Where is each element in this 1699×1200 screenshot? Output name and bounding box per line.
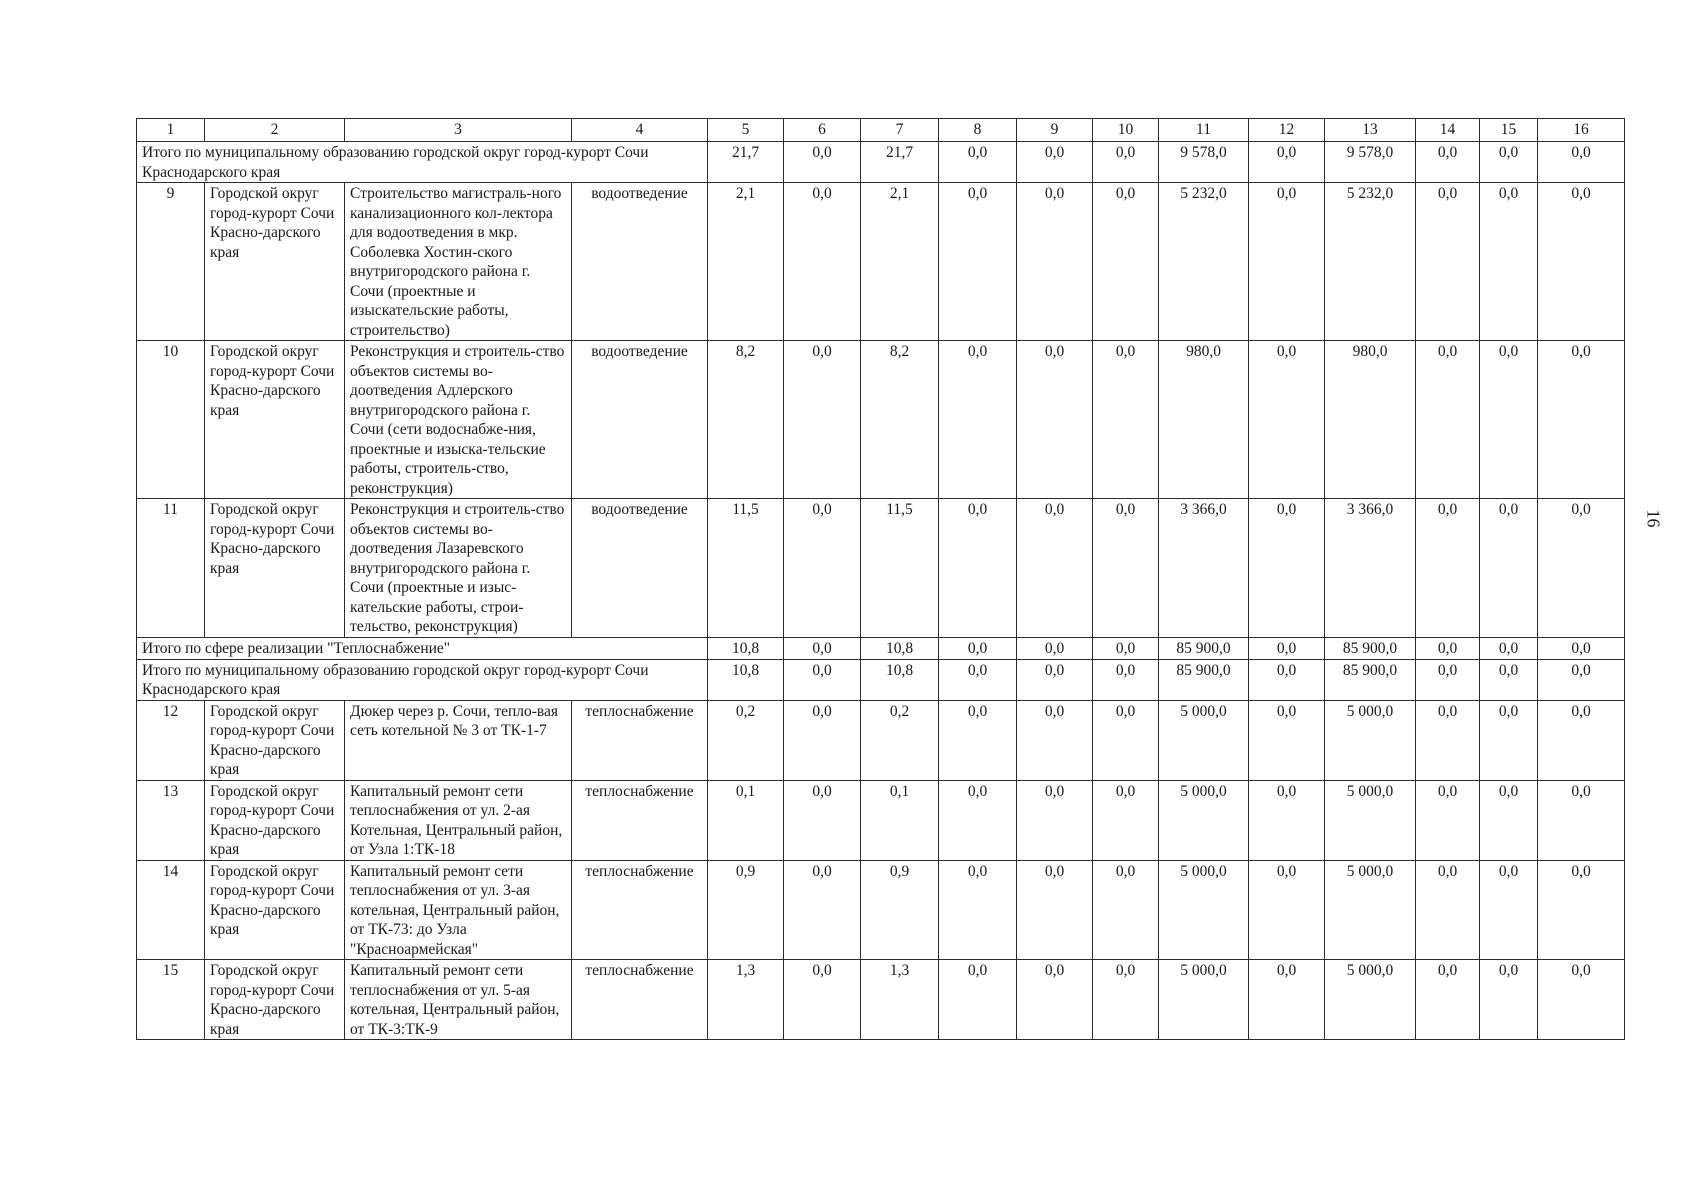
summary-value-cell: 0,0 [939, 637, 1017, 659]
sphere-cell: водоотведение [572, 183, 708, 341]
value-cell: 11,5 [708, 499, 784, 638]
summary-value-cell: 0,0 [1017, 637, 1093, 659]
column-number-cell: 8 [939, 119, 1017, 142]
value-cell: 0,0 [1480, 341, 1538, 499]
value-cell: 0,0 [1093, 341, 1159, 499]
value-cell: 0,0 [1480, 780, 1538, 860]
summary-value-cell: 0,0 [1249, 659, 1325, 700]
value-cell: 0,0 [1249, 960, 1325, 1040]
municipality-cell: Городской округ город-курорт Сочи Красно-дарского края [205, 183, 345, 341]
summary-value-cell: 0,0 [784, 142, 861, 183]
municipality-cell: Городской округ город-курорт Сочи Красно-дарского края [205, 700, 345, 780]
column-number-cell: 15 [1480, 119, 1538, 142]
table-body [137, 119, 1625, 1040]
summary-value-cell: 0,0 [1480, 142, 1538, 183]
summary-value-cell: 0,0 [1249, 142, 1325, 183]
value-cell: 0,1 [861, 780, 939, 860]
value-cell: 980,0 [1159, 341, 1249, 499]
value-cell: 0,0 [1416, 780, 1480, 860]
table-row [137, 860, 1625, 960]
value-cell: 0,0 [939, 780, 1017, 860]
value-cell: 3 366,0 [1159, 499, 1249, 638]
summary-row [137, 637, 1625, 659]
summary-value-cell: 0,0 [1093, 142, 1159, 183]
value-cell: 0,0 [939, 960, 1017, 1040]
value-cell: 2,1 [708, 183, 784, 341]
column-number-cell: 12 [1249, 119, 1325, 142]
value-cell: 0,0 [784, 341, 861, 499]
sphere-cell: водоотведение [572, 341, 708, 499]
sphere-cell: водоотведение [572, 499, 708, 638]
project-name-cell: Капитальный ремонт сети теплоснабжения от ул. 5-ая котельная, Центральный район, от ТК-3:ТК-9 [345, 960, 572, 1040]
investment-program-table [136, 118, 1625, 1040]
value-cell: 0,0 [1017, 183, 1093, 341]
summary-value-cell: 85 900,0 [1325, 659, 1416, 700]
row-number-cell: 12 [137, 700, 205, 780]
value-cell: 0,0 [1416, 499, 1480, 638]
project-name-cell: Строительство магистраль-ного канализационного кол-лектора для водоотведения в мкр. Соболевка Хостин-ского внутригородского района г. Сочи (проектные и изыскательские работы, строительство) [345, 183, 572, 341]
value-cell: 0,0 [1249, 700, 1325, 780]
summary-value-cell: 10,8 [861, 659, 939, 700]
value-cell: 2,1 [861, 183, 939, 341]
sphere-cell: теплоснабжение [572, 960, 708, 1040]
value-cell: 0,0 [784, 499, 861, 638]
value-cell: 8,2 [861, 341, 939, 499]
value-cell: 5 000,0 [1159, 700, 1249, 780]
summary-value-cell: 85 900,0 [1159, 659, 1249, 700]
value-cell: 0,2 [861, 700, 939, 780]
value-cell: 0,0 [1538, 341, 1625, 499]
value-cell: 0,0 [1249, 780, 1325, 860]
value-cell: 0,0 [939, 700, 1017, 780]
summary-value-cell: 21,7 [708, 142, 784, 183]
column-number-cell: 16 [1538, 119, 1625, 142]
summary-value-cell: 0,0 [1416, 659, 1480, 700]
summary-value-cell: 0,0 [1480, 659, 1538, 700]
value-cell: 0,0 [939, 341, 1017, 499]
table-row [137, 960, 1625, 1040]
page-number: 16 [1643, 509, 1664, 528]
value-cell: 0,0 [1017, 341, 1093, 499]
value-cell: 0,0 [1538, 183, 1625, 341]
municipality-cell: Городской округ город-курорт Сочи Красно-дарского края [205, 960, 345, 1040]
value-cell: 0,0 [1093, 960, 1159, 1040]
row-number-cell: 11 [137, 499, 205, 638]
value-cell: 0,0 [1093, 183, 1159, 341]
column-number-header-row [137, 119, 1625, 142]
summary-value-cell: 0,0 [1017, 659, 1093, 700]
municipality-cell: Городской округ город-курорт Сочи Красно-дарского края [205, 341, 345, 499]
summary-value-cell: 0,0 [1480, 637, 1538, 659]
row-number-cell: 15 [137, 960, 205, 1040]
value-cell: 5 232,0 [1159, 183, 1249, 341]
sphere-cell: теплоснабжение [572, 780, 708, 860]
summary-value-cell: 0,0 [1093, 659, 1159, 700]
value-cell: 0,0 [1538, 860, 1625, 960]
value-cell: 0,0 [1480, 183, 1538, 341]
table-row [137, 183, 1625, 341]
summary-value-cell: 9 578,0 [1325, 142, 1416, 183]
summary-value-cell: 0,0 [1249, 637, 1325, 659]
sphere-cell: теплоснабжение [572, 860, 708, 960]
value-cell: 0,0 [1249, 499, 1325, 638]
value-cell: 0,0 [1093, 499, 1159, 638]
municipality-cell: Городской округ город-курорт Сочи Красно-дарского края [205, 780, 345, 860]
value-cell: 0,0 [1017, 960, 1093, 1040]
column-number-cell: 13 [1325, 119, 1416, 142]
table-row [137, 341, 1625, 499]
value-cell: 3 366,0 [1325, 499, 1416, 638]
value-cell: 0,9 [708, 860, 784, 960]
value-cell: 0,0 [1480, 960, 1538, 1040]
summary-value-cell: 0,0 [1538, 142, 1625, 183]
project-name-cell: Капитальный ремонт сети теплоснабжения от ул. 3-ая котельная, Центральный район, от ТК-73: до Узла "Красноармейская" [345, 860, 572, 960]
summary-label: Итого по муниципальному образованию городской округ город-курорт Сочи Краснодарского края [137, 142, 708, 183]
value-cell: 0,0 [1480, 860, 1538, 960]
value-cell: 0,0 [1017, 860, 1093, 960]
value-cell: 5 000,0 [1325, 860, 1416, 960]
summary-row [137, 659, 1625, 700]
value-cell: 0,0 [1538, 780, 1625, 860]
column-number-cell: 6 [784, 119, 861, 142]
project-name-cell: Дюкер через р. Сочи, тепло-вая сеть котельной № 3 от ТК-1-7 [345, 700, 572, 780]
table-row [137, 780, 1625, 860]
value-cell: 0,0 [1017, 499, 1093, 638]
value-cell: 0,0 [1093, 860, 1159, 960]
value-cell: 0,2 [708, 700, 784, 780]
value-cell: 5 232,0 [1325, 183, 1416, 341]
summary-row [137, 142, 1625, 183]
value-cell: 0,0 [939, 499, 1017, 638]
value-cell: 0,0 [939, 183, 1017, 341]
summary-value-cell: 0,0 [784, 659, 861, 700]
value-cell: 11,5 [861, 499, 939, 638]
value-cell: 8,2 [708, 341, 784, 499]
summary-value-cell: 85 900,0 [1325, 637, 1416, 659]
column-number-cell: 1 [137, 119, 205, 142]
value-cell: 0,0 [1416, 960, 1480, 1040]
value-cell: 0,0 [1538, 700, 1625, 780]
column-number-cell: 10 [1093, 119, 1159, 142]
value-cell: 0,0 [784, 960, 861, 1040]
column-number-cell: 7 [861, 119, 939, 142]
value-cell: 0,0 [1249, 860, 1325, 960]
value-cell: 1,3 [861, 960, 939, 1040]
summary-value-cell: 0,0 [1093, 637, 1159, 659]
column-number-cell: 11 [1159, 119, 1249, 142]
value-cell: 0,0 [784, 700, 861, 780]
project-name-cell: Реконструкция и строитель-ство объектов системы во-доотведения Адлерского внутригородского района г. Сочи (сети водоснабже-ния, проектные и изыска-тельские работы, строитель-ство, реконструкция) [345, 341, 572, 499]
summary-value-cell: 0,0 [784, 637, 861, 659]
row-number-cell: 14 [137, 860, 205, 960]
value-cell: 0,0 [939, 860, 1017, 960]
value-cell: 0,9 [861, 860, 939, 960]
table-row [137, 499, 1625, 638]
value-cell: 0,0 [1093, 700, 1159, 780]
summary-value-cell: 0,0 [1416, 637, 1480, 659]
value-cell: 5 000,0 [1325, 780, 1416, 860]
column-number-cell: 9 [1017, 119, 1093, 142]
value-cell: 0,0 [1017, 700, 1093, 780]
value-cell: 0,0 [1480, 700, 1538, 780]
value-cell: 0,0 [1538, 960, 1625, 1040]
value-cell: 0,0 [784, 860, 861, 960]
project-name-cell: Капитальный ремонт сети теплоснабжения от ул. 2-ая Котельная, Центральный район, от Узла 1:ТК-18 [345, 780, 572, 860]
summary-label: Итого по муниципальному образованию городской округ город-курорт Сочи Краснодарского края [137, 659, 708, 700]
value-cell: 0,0 [1416, 341, 1480, 499]
table-row [137, 700, 1625, 780]
summary-value-cell: 0,0 [939, 142, 1017, 183]
summary-label: Итого по сфере реализации "Теплоснабжение" [137, 637, 708, 659]
summary-value-cell: 10,8 [861, 637, 939, 659]
summary-value-cell: 21,7 [861, 142, 939, 183]
row-number-cell: 9 [137, 183, 205, 341]
value-cell: 5 000,0 [1325, 700, 1416, 780]
value-cell: 0,0 [1093, 780, 1159, 860]
summary-value-cell: 0,0 [1416, 142, 1480, 183]
value-cell: 0,0 [784, 183, 861, 341]
project-name-cell: Реконструкция и строитель-ство объектов системы во-доотведения Лазаревского внутригородского района г. Сочи (проектные и изыс-кательские работы, строи-тельство, реконструкция) [345, 499, 572, 638]
row-number-cell: 13 [137, 780, 205, 860]
summary-value-cell: 0,0 [1538, 637, 1625, 659]
column-number-cell: 4 [572, 119, 708, 142]
summary-value-cell: 9 578,0 [1159, 142, 1249, 183]
municipality-cell: Городской округ город-курорт Сочи Красно-дарского края [205, 860, 345, 960]
summary-value-cell: 0,0 [1017, 142, 1093, 183]
value-cell: 0,0 [1249, 183, 1325, 341]
value-cell: 0,0 [1480, 499, 1538, 638]
row-number-cell: 10 [137, 341, 205, 499]
summary-value-cell: 0,0 [939, 659, 1017, 700]
summary-value-cell: 10,8 [708, 659, 784, 700]
summary-value-cell: 10,8 [708, 637, 784, 659]
summary-value-cell: 85 900,0 [1159, 637, 1249, 659]
value-cell: 0,0 [1017, 780, 1093, 860]
column-number-cell: 2 [205, 119, 345, 142]
value-cell: 1,3 [708, 960, 784, 1040]
value-cell: 5 000,0 [1325, 960, 1416, 1040]
value-cell: 0,0 [1416, 183, 1480, 341]
value-cell: 0,0 [784, 780, 861, 860]
value-cell: 980,0 [1325, 341, 1416, 499]
value-cell: 5 000,0 [1159, 960, 1249, 1040]
value-cell: 0,1 [708, 780, 784, 860]
column-number-cell: 5 [708, 119, 784, 142]
summary-value-cell: 0,0 [1538, 659, 1625, 700]
value-cell: 5 000,0 [1159, 780, 1249, 860]
value-cell: 0,0 [1538, 499, 1625, 638]
column-number-cell: 3 [345, 119, 572, 142]
value-cell: 0,0 [1416, 700, 1480, 780]
value-cell: 5 000,0 [1159, 860, 1249, 960]
column-number-cell: 14 [1416, 119, 1480, 142]
value-cell: 0,0 [1249, 341, 1325, 499]
value-cell: 0,0 [1416, 860, 1480, 960]
sphere-cell: теплоснабжение [572, 700, 708, 780]
municipality-cell: Городской округ город-курорт Сочи Красно-дарского края [205, 499, 345, 638]
